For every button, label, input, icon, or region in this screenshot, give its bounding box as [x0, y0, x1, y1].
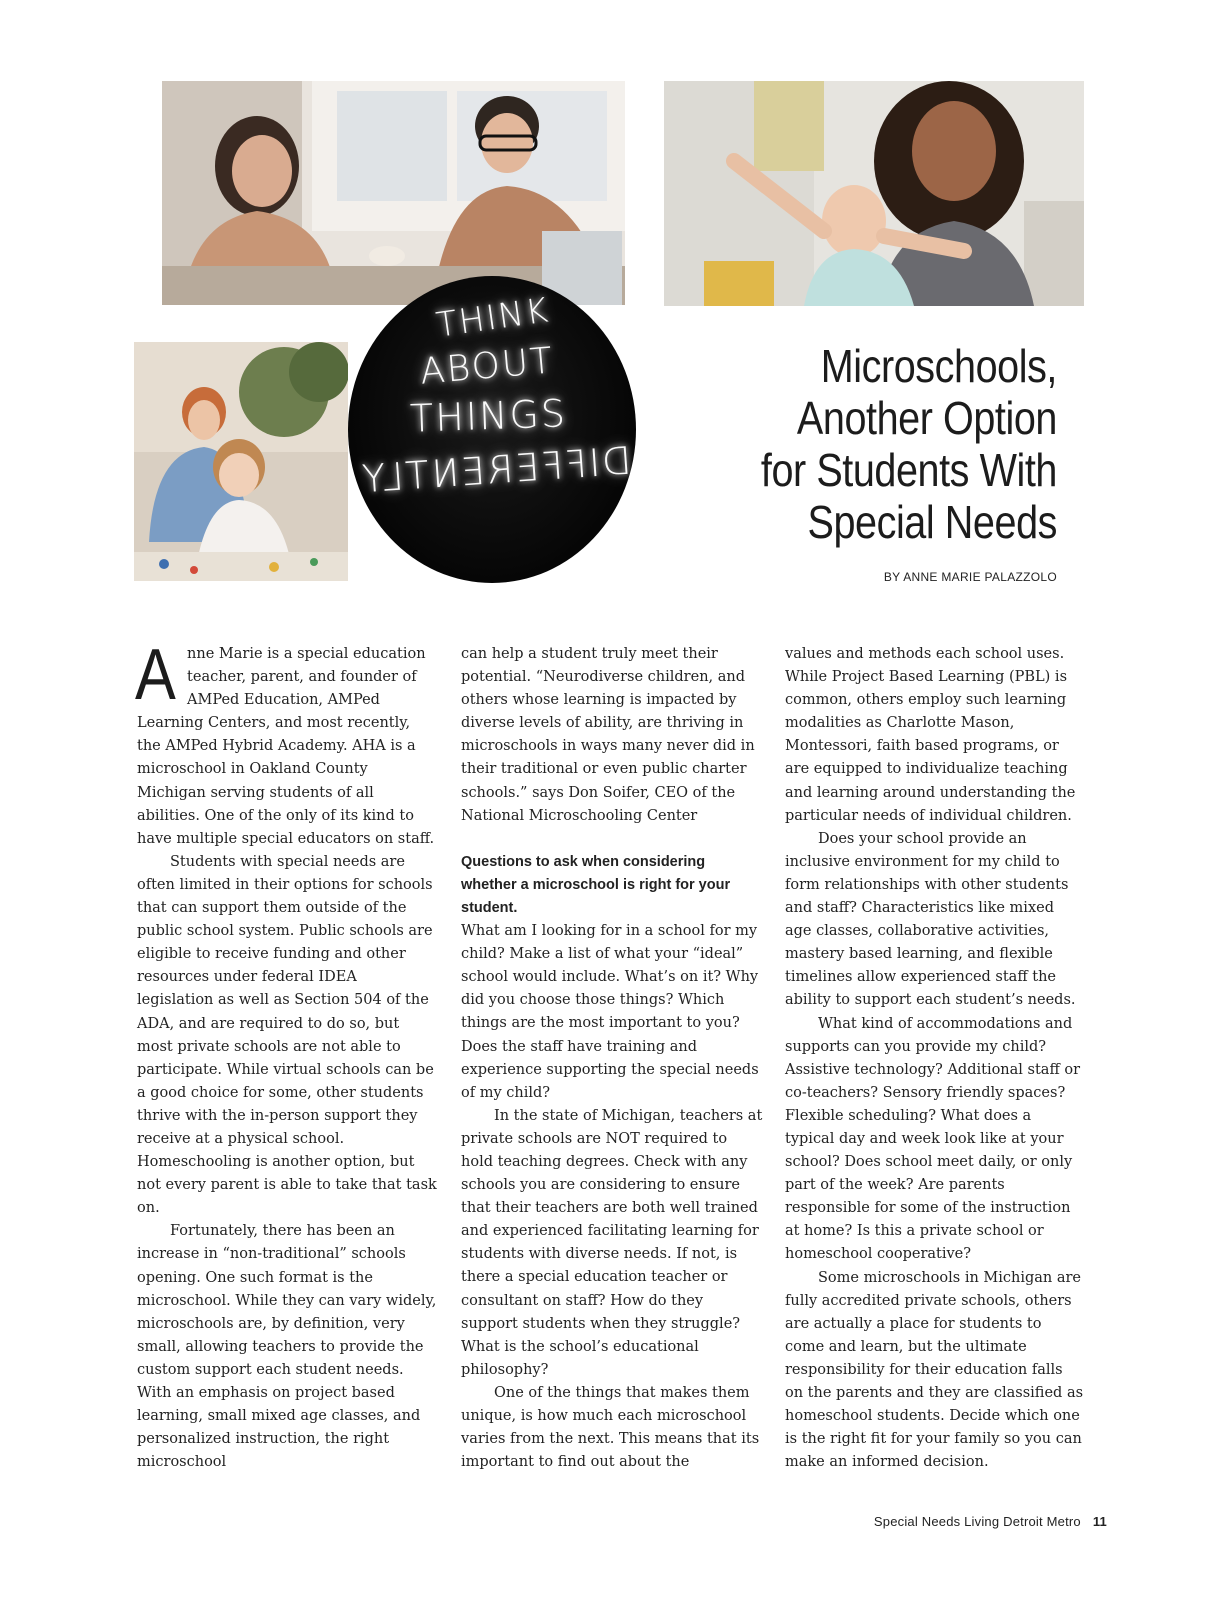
paragraph: Students with special needs are often limited in their options for schools that can support them outside of the public school system. Public schools are eligible to receive funding and other resources under federal IDEA legislation as well as Section 504 of the ADA, and are required to do so, but most private schools are not able to participate. While virtual schools can be a good choice for some, other students thrive with the in-person support they receive at a physical school. Homeschooling is another option, but not every parent is able to take that task on. [137, 853, 437, 1217]
publication-name: Special Needs Living Detroit Metro [873, 1514, 1081, 1529]
article-column-2 [461, 643, 763, 1474]
paragraph: Anne Marie is a special education teacher, parent, and founder of AMPed Education, AMPed Learning Centers, and most recently, the AMPed Hybrid Academy. AHA is a microschool in Oakland County Michigan serving students of all abilities. One of the only of its kind to have multiple special educators on staff. [135, 635, 435, 847]
title-line: for Students With [760, 444, 1057, 496]
neon-word-differently: DIFFERENTLY [358, 438, 633, 502]
neon-word-about: ABOUT [418, 340, 556, 393]
page-footer [874, 1514, 1107, 1529]
paragraph: In the state of Michigan, teachers at private schools are NOT required to hold teaching degrees. Check with any schools you are considering to ensure that their teachers are both well trained and experienced facilitating learning for students with diverse needs. If not, is there a special education teacher or consultant on staff? How do they support students when they struggle? What is the school’s educational philosophy? [461, 1107, 763, 1378]
neon-word-think: THINK [433, 290, 553, 346]
photo-mother-and-child [664, 81, 1084, 306]
page-number: 11 [1092, 1514, 1107, 1529]
paragraph: Some microschools in Michigan are fully accredited private schools, others are actually a place for students to come and learn, but the ultimate responsibility for their education falls on the parents and they are classified as homeschool students. Decide which one is the right fit for your family so you can make an informed decision. [785, 1269, 1084, 1471]
paragraph: What kind of accommodations and supports can you provide my child? Assistive technology? Additional staff or co-teachers? Sensory friendly spaces? Flexible scheduling? What does a typical day and week look like at your school? Does school meet daily, or only part of the week? Are parents responsible for some of the instruction at home? Is this a private school or homeschool cooperative? [785, 1015, 1081, 1263]
article-column-3 [785, 643, 1085, 1474]
byline: BY ANNE MARIE PALAZZOLO [883, 570, 1057, 584]
photo-women-at-cafe [162, 81, 625, 305]
article-title [696, 340, 1057, 548]
paragraph: What am I looking for in a school for my child? Make a list of what your “ideal” school would include. What’s on it? Why did you choose those things? Which things are the most important to you? Does the staff have training and experience supporting the special needs of my child? [461, 923, 759, 1101]
title-line: Special Needs [807, 496, 1057, 548]
section-heading: Questions to ask when considering whether a microschool is right for your student. [461, 853, 731, 916]
paragraph: can help a student truly meet their potential. “Neurodiverse children, and others whose learning is impacted by diverse levels of ability, are thriving in microschools in ways many never did in their traditional or even public charter schools.” says Don Soifer, CEO of the National Microschooling Center [461, 646, 755, 824]
drop-cap: A [135, 635, 176, 715]
paragraph: Fortunately, there has been an increase in “non-traditional” schools opening. One such format is the microschool. While they can vary widely, microschools are, by definition, very small, allowing teachers to provide the custom support each student needs. With an emphasis on project based learning, small mixed age classes, and personalized instruction, the right microschool [137, 1223, 437, 1471]
paragraph: values and methods each school uses. While Project Based Learning (PBL) is common, others employ such learning modalities as Charlotte Mason, Montessori, faith based programs, or are equipped to individualize teaching and learning around understanding the particular needs of individual children. [785, 646, 1076, 824]
title-line: Microschools, [820, 340, 1057, 392]
paragraph: Does your school provide an inclusive environment for my child to form relationships with other students and staff? Characteristics like mixed age classes, collaborative activities, mastery based learning, and flexible timelines allow experienced staff the ability to support each student’s needs. [785, 830, 1076, 1009]
photo-child-painting [134, 342, 348, 581]
title-line: Another Option [796, 392, 1057, 444]
neon-sign-image [348, 276, 636, 583]
paragraph: One of the things that makes them unique, is how much each microschool varies from the next. This means that its important to find out about the [461, 1384, 760, 1471]
article-column-1 [135, 635, 437, 1474]
neon-word-things: THINGS [409, 391, 568, 441]
